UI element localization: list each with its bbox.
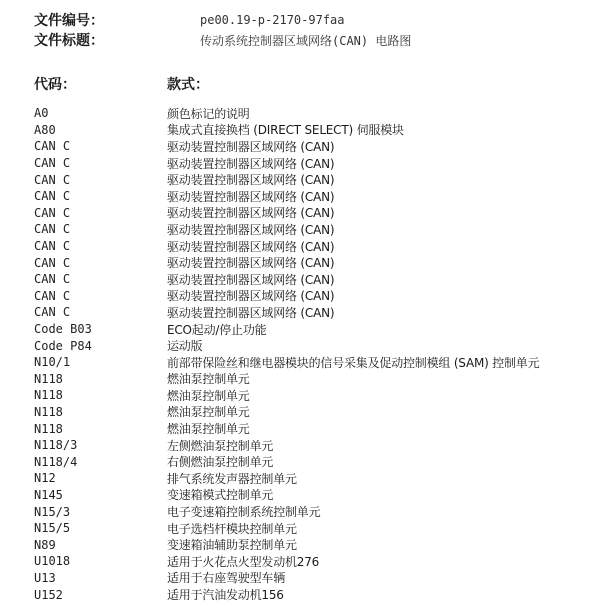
table-row bbox=[34, 520, 599, 537]
table-row bbox=[34, 138, 599, 155]
row-description: 驱动装置控制器区域网络 (CAN) bbox=[167, 305, 335, 320]
table-row bbox=[34, 470, 599, 487]
row-description: 电子选档杆模块控制单元 bbox=[167, 521, 297, 536]
code-list bbox=[34, 105, 599, 603]
table-row bbox=[34, 420, 599, 437]
doc-number-label: 文件编号： bbox=[34, 13, 104, 29]
document-meta bbox=[34, 10, 594, 50]
row-description: ECO起动/停止功能 bbox=[167, 322, 267, 337]
row-code: N118/3 bbox=[34, 438, 78, 453]
row-description: 驱动装置控制器区域网络 (CAN) bbox=[167, 139, 335, 154]
row-code: CAN C bbox=[34, 189, 71, 204]
table-row bbox=[34, 404, 599, 421]
table-row bbox=[34, 254, 599, 271]
row-code: N118 bbox=[34, 421, 63, 436]
row-code: N118 bbox=[34, 404, 63, 419]
doc-title-label: 文件标题： bbox=[34, 33, 104, 49]
row-code: U1018 bbox=[34, 554, 71, 569]
row-code: N145 bbox=[34, 487, 63, 502]
table-row bbox=[34, 387, 599, 404]
row-code: N118/4 bbox=[34, 454, 78, 469]
row-description: 燃油泵控制单元 bbox=[167, 422, 250, 437]
table-row bbox=[34, 536, 599, 553]
row-code: Code P84 bbox=[34, 338, 92, 353]
table-row bbox=[34, 288, 599, 305]
table-row bbox=[34, 188, 599, 205]
row-code: CAN C bbox=[34, 255, 71, 270]
table-header bbox=[34, 74, 594, 94]
row-code: CAN C bbox=[34, 172, 71, 187]
row-code: CAN C bbox=[34, 272, 71, 287]
table-row bbox=[34, 570, 599, 587]
table-row bbox=[34, 487, 599, 504]
row-description: 变速箱油辅助泵控制单元 bbox=[167, 538, 297, 553]
row-code: CAN C bbox=[34, 288, 71, 303]
doc-title-row bbox=[34, 30, 594, 50]
table-row bbox=[34, 437, 599, 454]
row-description: 前部带保险丝和继电器模块的信号采集及促动控制模组 (SAM) 控制单元 bbox=[167, 355, 540, 370]
doc-number-row bbox=[34, 10, 594, 30]
table-row bbox=[34, 122, 599, 139]
table-row bbox=[34, 238, 599, 255]
row-code: CAN C bbox=[34, 205, 71, 220]
row-code: N12 bbox=[34, 471, 56, 486]
table-row bbox=[34, 205, 599, 222]
row-description: 燃油泵控制单元 bbox=[167, 388, 250, 403]
doc-title-value: 传动系统控制器区域网络(CAN) 电路图 bbox=[200, 33, 412, 48]
table-row bbox=[34, 453, 599, 470]
row-description: 燃油泵控制单元 bbox=[167, 372, 250, 387]
doc-number-value: pe00.19-p-2170-97faa bbox=[200, 13, 345, 27]
row-description: 驱动装置控制器区域网络 (CAN) bbox=[167, 156, 335, 171]
table-row bbox=[34, 337, 599, 354]
row-code: CAN C bbox=[34, 222, 71, 237]
row-description: 左侧燃油泵控制单元 bbox=[167, 438, 274, 453]
row-code: U13 bbox=[34, 570, 56, 585]
table-row bbox=[34, 105, 599, 122]
row-code: N89 bbox=[34, 537, 56, 552]
row-description: 适用于右座驾驶型车辆 bbox=[167, 571, 286, 586]
row-description: 变速箱模式控制单元 bbox=[167, 488, 274, 503]
table-row bbox=[34, 221, 599, 238]
table-row bbox=[34, 321, 599, 338]
row-description: 驱动装置控制器区域网络 (CAN) bbox=[167, 256, 335, 271]
row-code: N118 bbox=[34, 388, 63, 403]
row-description: 集成式直接换档 (DIRECT SELECT) 伺服模块 bbox=[167, 123, 404, 138]
row-description: 适用于汽油发动机156 bbox=[167, 588, 284, 603]
row-description: 适用于火花点火型发动机276 bbox=[167, 554, 320, 569]
model-column-header: 款式： bbox=[167, 77, 209, 93]
row-code: U152 bbox=[34, 587, 63, 602]
table-row bbox=[34, 354, 599, 371]
row-code: N15/5 bbox=[34, 521, 71, 536]
row-code: N118 bbox=[34, 371, 63, 386]
code-column-header: 代码： bbox=[34, 77, 76, 93]
table-row bbox=[34, 304, 599, 321]
row-description: 燃油泵控制单元 bbox=[167, 405, 250, 420]
row-description: 驱动装置控制器区域网络 (CAN) bbox=[167, 239, 335, 254]
row-description: 驱动装置控制器区域网络 (CAN) bbox=[167, 189, 335, 204]
row-code: A80 bbox=[34, 122, 56, 137]
row-description: 驱动装置控制器区域网络 (CAN) bbox=[167, 272, 335, 287]
row-description: 运动版 bbox=[167, 339, 203, 354]
row-code: CAN C bbox=[34, 239, 71, 254]
row-code: CAN C bbox=[34, 156, 71, 171]
row-description: 驱动装置控制器区域网络 (CAN) bbox=[167, 206, 335, 221]
table-row bbox=[34, 155, 599, 172]
table-row bbox=[34, 553, 599, 570]
row-code: A0 bbox=[34, 106, 49, 121]
row-code: CAN C bbox=[34, 305, 71, 320]
table-row bbox=[34, 171, 599, 188]
table-row bbox=[34, 586, 599, 603]
row-description: 右侧燃油泵控制单元 bbox=[167, 455, 274, 470]
row-code: N15/3 bbox=[34, 504, 71, 519]
row-description: 驱动装置控制器区域网络 (CAN) bbox=[167, 222, 335, 237]
row-description: 驱动装置控制器区域网络 (CAN) bbox=[167, 173, 335, 188]
row-code: Code B03 bbox=[34, 322, 92, 337]
row-code: CAN C bbox=[34, 139, 71, 154]
row-code: N10/1 bbox=[34, 355, 71, 370]
row-description: 排气系统发声器控制单元 bbox=[167, 471, 297, 486]
row-description: 颜色标记的说明 bbox=[167, 106, 250, 121]
table-row bbox=[34, 371, 599, 388]
table-row bbox=[34, 503, 599, 520]
row-description: 电子变速箱控制系统控制单元 bbox=[167, 505, 321, 520]
row-description: 驱动装置控制器区域网络 (CAN) bbox=[167, 289, 335, 304]
table-row bbox=[34, 271, 599, 288]
